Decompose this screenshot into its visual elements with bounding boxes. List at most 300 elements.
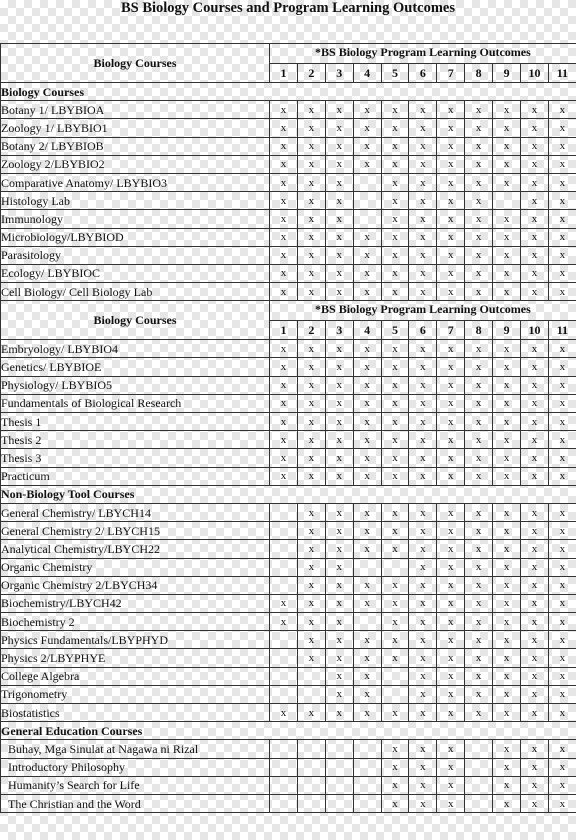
outcome-mark: x [381,613,409,631]
outcome-mark: x [493,794,521,812]
table-row [1,340,576,358]
outcome-mark: x [437,358,465,376]
outcome-mark: x [521,137,549,155]
outcome-mark: x [409,613,437,631]
outcome-mark [381,667,409,685]
outcome-mark: x [381,137,409,155]
outcome-mark: x [325,228,353,246]
outcome-mark: x [325,667,353,685]
outcome-mark: x [521,246,549,264]
outcome-mark: x [521,794,549,812]
outcome-mark: x [548,685,576,703]
outcome-mark: x [521,667,549,685]
outcome-mark [270,558,298,576]
outcome-mark: x [353,246,381,264]
table-row [1,119,576,137]
outcome-mark: x [270,101,298,119]
outcome-mark: x [493,137,521,155]
outcome-mark [297,685,325,703]
course-name: Biochemistry/LBYCH42 [1,594,270,612]
outcome-mark [381,558,409,576]
outcome-mark: x [381,540,409,558]
outcome-mark: x [409,264,437,282]
outcome-mark: x [409,394,437,412]
table-body [1,44,576,813]
outcome-mark: x [297,394,325,412]
outcome-mark: x [548,228,576,246]
outcome-mark: x [437,101,465,119]
outcome-mark: x [437,649,465,667]
course-name: Humanity’s Search for Life [1,776,270,794]
course-name: General Chemistry 2/ LBYCH15 [1,522,270,540]
outcome-mark: x [409,594,437,612]
table-row [1,540,576,558]
outcome-mark: x [548,358,576,376]
outcome-mark [270,522,298,540]
outcome-mark: x [381,449,409,467]
outcome-mark: x [270,246,298,264]
outcome-mark: x [297,594,325,612]
outcome-mark: x [297,431,325,449]
section-title: Biology Courses [1,83,576,101]
outcome-mark: x [521,558,549,576]
section-row [1,83,576,101]
outcome-mark: x [437,467,465,485]
outcome-mark: x [465,540,493,558]
outcome-mark: x [437,631,465,649]
outcome-mark: x [409,119,437,137]
outcome-mark: x [270,340,298,358]
outcome-mark: x [548,649,576,667]
course-name: Organic Chemistry [1,558,270,576]
outcome-mark: x [493,594,521,612]
outcome-number: 11 [548,320,576,340]
outcome-mark: x [493,758,521,776]
outcome-mark: x [465,340,493,358]
outcome-mark: x [521,431,549,449]
outcome-mark: x [548,594,576,612]
course-name: Physics Fundamentals/LBYPHYD [1,631,270,649]
outcome-mark: x [381,119,409,137]
outcome-mark: x [325,685,353,703]
outcome-mark: x [325,431,353,449]
outcome-mark: x [325,540,353,558]
course-name: Zoology 1/ LBYBIO1 [1,119,270,137]
outcome-mark: x [270,137,298,155]
outcome-mark: x [381,413,409,431]
course-name: Introductory Philosophy [1,758,270,776]
outcome-mark: x [437,794,465,812]
course-name: College Algebra [1,667,270,685]
course-name: Physiology/ LBYBIO5 [1,376,270,394]
outcome-number: 11 [548,63,576,83]
outcome-mark [325,794,353,812]
outcome-mark [325,740,353,758]
course-name: Trigonometry [1,685,270,703]
outcome-mark: x [409,192,437,210]
outcome-mark: x [297,558,325,576]
outcome-mark: x [409,631,437,649]
outcome-mark: x [325,283,353,301]
outcome-mark: x [270,376,298,394]
outcome-mark: x [465,246,493,264]
outcome-mark: x [381,794,409,812]
outcome-mark: x [409,358,437,376]
outcome-mark: x [381,264,409,282]
header-outcomes-label: *BS Biology Program Learning Outcomes [270,301,576,321]
outcome-mark: x [409,704,437,722]
outcome-mark: x [493,358,521,376]
outcome-mark: x [493,667,521,685]
outcome-number: 9 [493,320,521,340]
outcome-mark: x [493,340,521,358]
outcome-mark: x [465,449,493,467]
outcome-mark: x [548,192,576,210]
table-row [1,794,576,812]
course-name: Microbiology/LBYBIOD [1,228,270,246]
course-name: Thesis 2 [1,431,270,449]
outcome-mark: x [353,413,381,431]
outcome-mark: x [437,228,465,246]
outcome-mark: x [381,394,409,412]
outcome-mark: x [297,613,325,631]
outcome-mark: x [493,376,521,394]
outcome-mark: x [521,758,549,776]
outcome-mark: x [353,522,381,540]
outcome-mark: x [437,594,465,612]
outcome-mark: x [521,685,549,703]
outcome-mark: x [297,228,325,246]
outcome-mark: x [548,413,576,431]
outcome-mark: x [409,503,437,521]
outcome-mark: x [521,649,549,667]
course-name: Botany 1/ LBYBIOA [1,101,270,119]
outcome-mark: x [437,376,465,394]
outcome-mark: x [465,558,493,576]
outcome-mark [297,740,325,758]
outcome-mark: x [297,192,325,210]
header-row-title [1,44,576,64]
outcome-mark: x [297,246,325,264]
outcome-number: 9 [493,63,521,83]
outcome-mark: x [465,376,493,394]
outcome-mark [465,740,493,758]
outcome-mark: x [493,540,521,558]
outcome-mark: x [325,155,353,173]
table-row [1,173,576,191]
outcome-mark: x [548,264,576,282]
outcome-mark: x [297,540,325,558]
outcome-mark: x [493,413,521,431]
outcome-mark: x [465,192,493,210]
outcome-mark: x [437,137,465,155]
outcome-mark: x [521,704,549,722]
outcome-mark: x [548,631,576,649]
outcome-mark: x [297,467,325,485]
outcome-mark: x [381,631,409,649]
outcome-mark: x [548,558,576,576]
outcome-mark [270,685,298,703]
outcome-mark: x [437,704,465,722]
outcome-mark: x [270,119,298,137]
outcome-mark: x [548,794,576,812]
outcome-mark: x [548,704,576,722]
outcome-mark: x [381,340,409,358]
outcome-mark: x [521,376,549,394]
outcome-mark: x [437,685,465,703]
table-row [1,613,576,631]
outcome-mark: x [409,685,437,703]
section-row [1,722,576,740]
table-row [1,685,576,703]
outcome-mark: x [270,155,298,173]
outcome-mark: x [493,613,521,631]
outcome-mark: x [270,283,298,301]
outcome-mark: x [325,649,353,667]
outcome-mark: x [325,394,353,412]
outcome-mark: x [521,155,549,173]
outcome-mark: x [325,210,353,228]
outcome-mark: x [270,413,298,431]
outcome-mark: x [270,358,298,376]
course-name: Parasitology [1,246,270,264]
outcome-mark: x [465,613,493,631]
outcome-mark: x [465,394,493,412]
table-row [1,594,576,612]
outcome-mark: x [325,264,353,282]
outcome-mark: x [521,467,549,485]
outcome-mark: x [381,576,409,594]
outcome-mark: x [465,685,493,703]
outcome-mark: x [325,449,353,467]
outcome-mark: x [325,631,353,649]
outcome-mark [465,758,493,776]
outcome-mark: x [381,467,409,485]
outcome-mark: x [437,413,465,431]
outcome-mark: x [381,246,409,264]
outcome-mark: x [465,576,493,594]
outcome-mark: x [521,228,549,246]
outcome-mark: x [409,173,437,191]
outcome-mark: x [325,522,353,540]
outcome-mark: x [381,228,409,246]
outcome-mark: x [548,449,576,467]
outcome-mark: x [521,449,549,467]
outcome-mark: x [437,431,465,449]
table-row [1,192,576,210]
outcome-mark: x [409,667,437,685]
outcome-mark [297,794,325,812]
outcome-mark [270,649,298,667]
outcome-mark: x [493,119,521,137]
outcome-mark: x [353,264,381,282]
outcome-mark: x [493,649,521,667]
outcome-mark: x [521,119,549,137]
outcome-number: 3 [325,63,353,83]
outcome-mark: x [270,449,298,467]
table-row [1,503,576,521]
course-name: Fundamentals of Biological Research [1,394,270,412]
outcome-mark: x [325,613,353,631]
outcome-mark: x [325,704,353,722]
outcome-mark [270,740,298,758]
outcome-mark: x [409,376,437,394]
outcome-mark: x [325,192,353,210]
outcome-mark: x [297,522,325,540]
outcome-number: 2 [297,63,325,83]
course-name: Biostatistics [1,704,270,722]
course-name: Botany 2/ LBYBIOB [1,137,270,155]
outcome-mark: x [465,210,493,228]
outcome-mark: x [325,576,353,594]
outcome-mark: x [437,758,465,776]
outcome-mark: x [465,155,493,173]
outcome-mark: x [493,228,521,246]
outcome-mark: x [325,413,353,431]
outcome-mark: x [521,522,549,540]
course-name: Histology Lab [1,192,270,210]
outcome-mark: x [548,340,576,358]
outcome-mark: x [437,503,465,521]
outcome-mark: x [353,376,381,394]
header-course-label: Biology Courses [1,301,270,340]
course-name: Thesis 1 [1,413,270,431]
outcome-mark: x [521,210,549,228]
outcome-mark: x [521,358,549,376]
outcome-mark: x [521,173,549,191]
outcome-mark [297,758,325,776]
outcome-mark: x [325,358,353,376]
table-row [1,558,576,576]
outcome-mark: x [297,101,325,119]
outcome-mark: x [521,576,549,594]
outcome-mark: x [297,155,325,173]
outcome-mark: x [548,740,576,758]
outcome-mark: x [493,246,521,264]
table-row [1,431,576,449]
outcome-mark: x [437,540,465,558]
outcome-mark [353,173,381,191]
outcome-mark: x [353,119,381,137]
table-row [1,667,576,685]
table-row [1,449,576,467]
outcome-mark [381,685,409,703]
outcome-mark: x [381,776,409,794]
outcome-mark: x [465,119,493,137]
outcome-mark: x [297,376,325,394]
outcome-mark: x [409,776,437,794]
course-name: Comparative Anatomy/ LBYBIO3 [1,173,270,191]
outcome-mark: x [353,503,381,521]
header-outcomes-label: *BS Biology Program Learning Outcomes [270,44,576,64]
outcome-mark: x [297,173,325,191]
outcome-mark: x [270,704,298,722]
outcome-mark [353,613,381,631]
outcome-mark: x [381,431,409,449]
outcome-mark [353,192,381,210]
outcome-mark: x [353,667,381,685]
outcome-mark: x [493,449,521,467]
course-name: Zoology 2/LBYBIO2 [1,155,270,173]
outcome-mark: x [521,192,549,210]
course-name: Immunology [1,210,270,228]
outcome-mark: x [270,210,298,228]
table-row [1,522,576,540]
table-row [1,467,576,485]
outcome-mark: x [270,394,298,412]
outcome-mark: x [325,101,353,119]
outcome-mark: x [548,246,576,264]
outcome-mark: x [409,246,437,264]
outcome-mark: x [437,667,465,685]
table-row [1,376,576,394]
outcome-mark: x [409,449,437,467]
outcome-mark: x [465,137,493,155]
outcome-mark: x [297,503,325,521]
outcome-mark: x [548,540,576,558]
outcome-mark: x [325,376,353,394]
outcome-mark: x [353,394,381,412]
table-row [1,740,576,758]
outcome-mark: x [521,740,549,758]
outcome-mark: x [325,467,353,485]
outcome-mark: x [297,264,325,282]
outcome-mark [353,740,381,758]
outcome-mark: x [381,358,409,376]
outcome-mark: x [437,558,465,576]
outcome-mark: x [353,449,381,467]
outcome-mark: x [409,758,437,776]
outcome-mark: x [353,540,381,558]
course-name: Organic Chemistry 2/LBYCH34 [1,576,270,594]
outcome-number: 2 [297,320,325,340]
outcome-mark: x [521,394,549,412]
outcome-mark: x [465,667,493,685]
outcome-number: 1 [270,63,298,83]
outcome-mark: x [409,210,437,228]
outcome-mark: x [297,340,325,358]
outcome-mark: x [548,758,576,776]
table-row [1,758,576,776]
outcome-mark: x [493,503,521,521]
outcome-mark [353,758,381,776]
outcome-number: 4 [353,320,381,340]
outcome-mark: x [437,394,465,412]
outcome-number: 8 [465,320,493,340]
outcome-mark: x [353,685,381,703]
table-row [1,283,576,301]
outcome-number: 7 [437,320,465,340]
outcome-mark: x [465,522,493,540]
outcome-mark: x [548,173,576,191]
outcome-mark: x [270,228,298,246]
outcome-mark: x [548,467,576,485]
outcome-number: 8 [465,63,493,83]
outcome-mark [270,794,298,812]
outcome-mark: x [465,431,493,449]
course-name: Practicum [1,467,270,485]
outcome-mark: x [437,522,465,540]
outcome-mark: x [353,340,381,358]
outcome-mark [297,667,325,685]
outcome-mark: x [437,155,465,173]
outcome-mark: x [325,119,353,137]
outcome-mark: x [493,558,521,576]
outcome-number: 10 [521,320,549,340]
outcome-mark: x [465,283,493,301]
table-row [1,413,576,431]
outcome-mark: x [465,358,493,376]
